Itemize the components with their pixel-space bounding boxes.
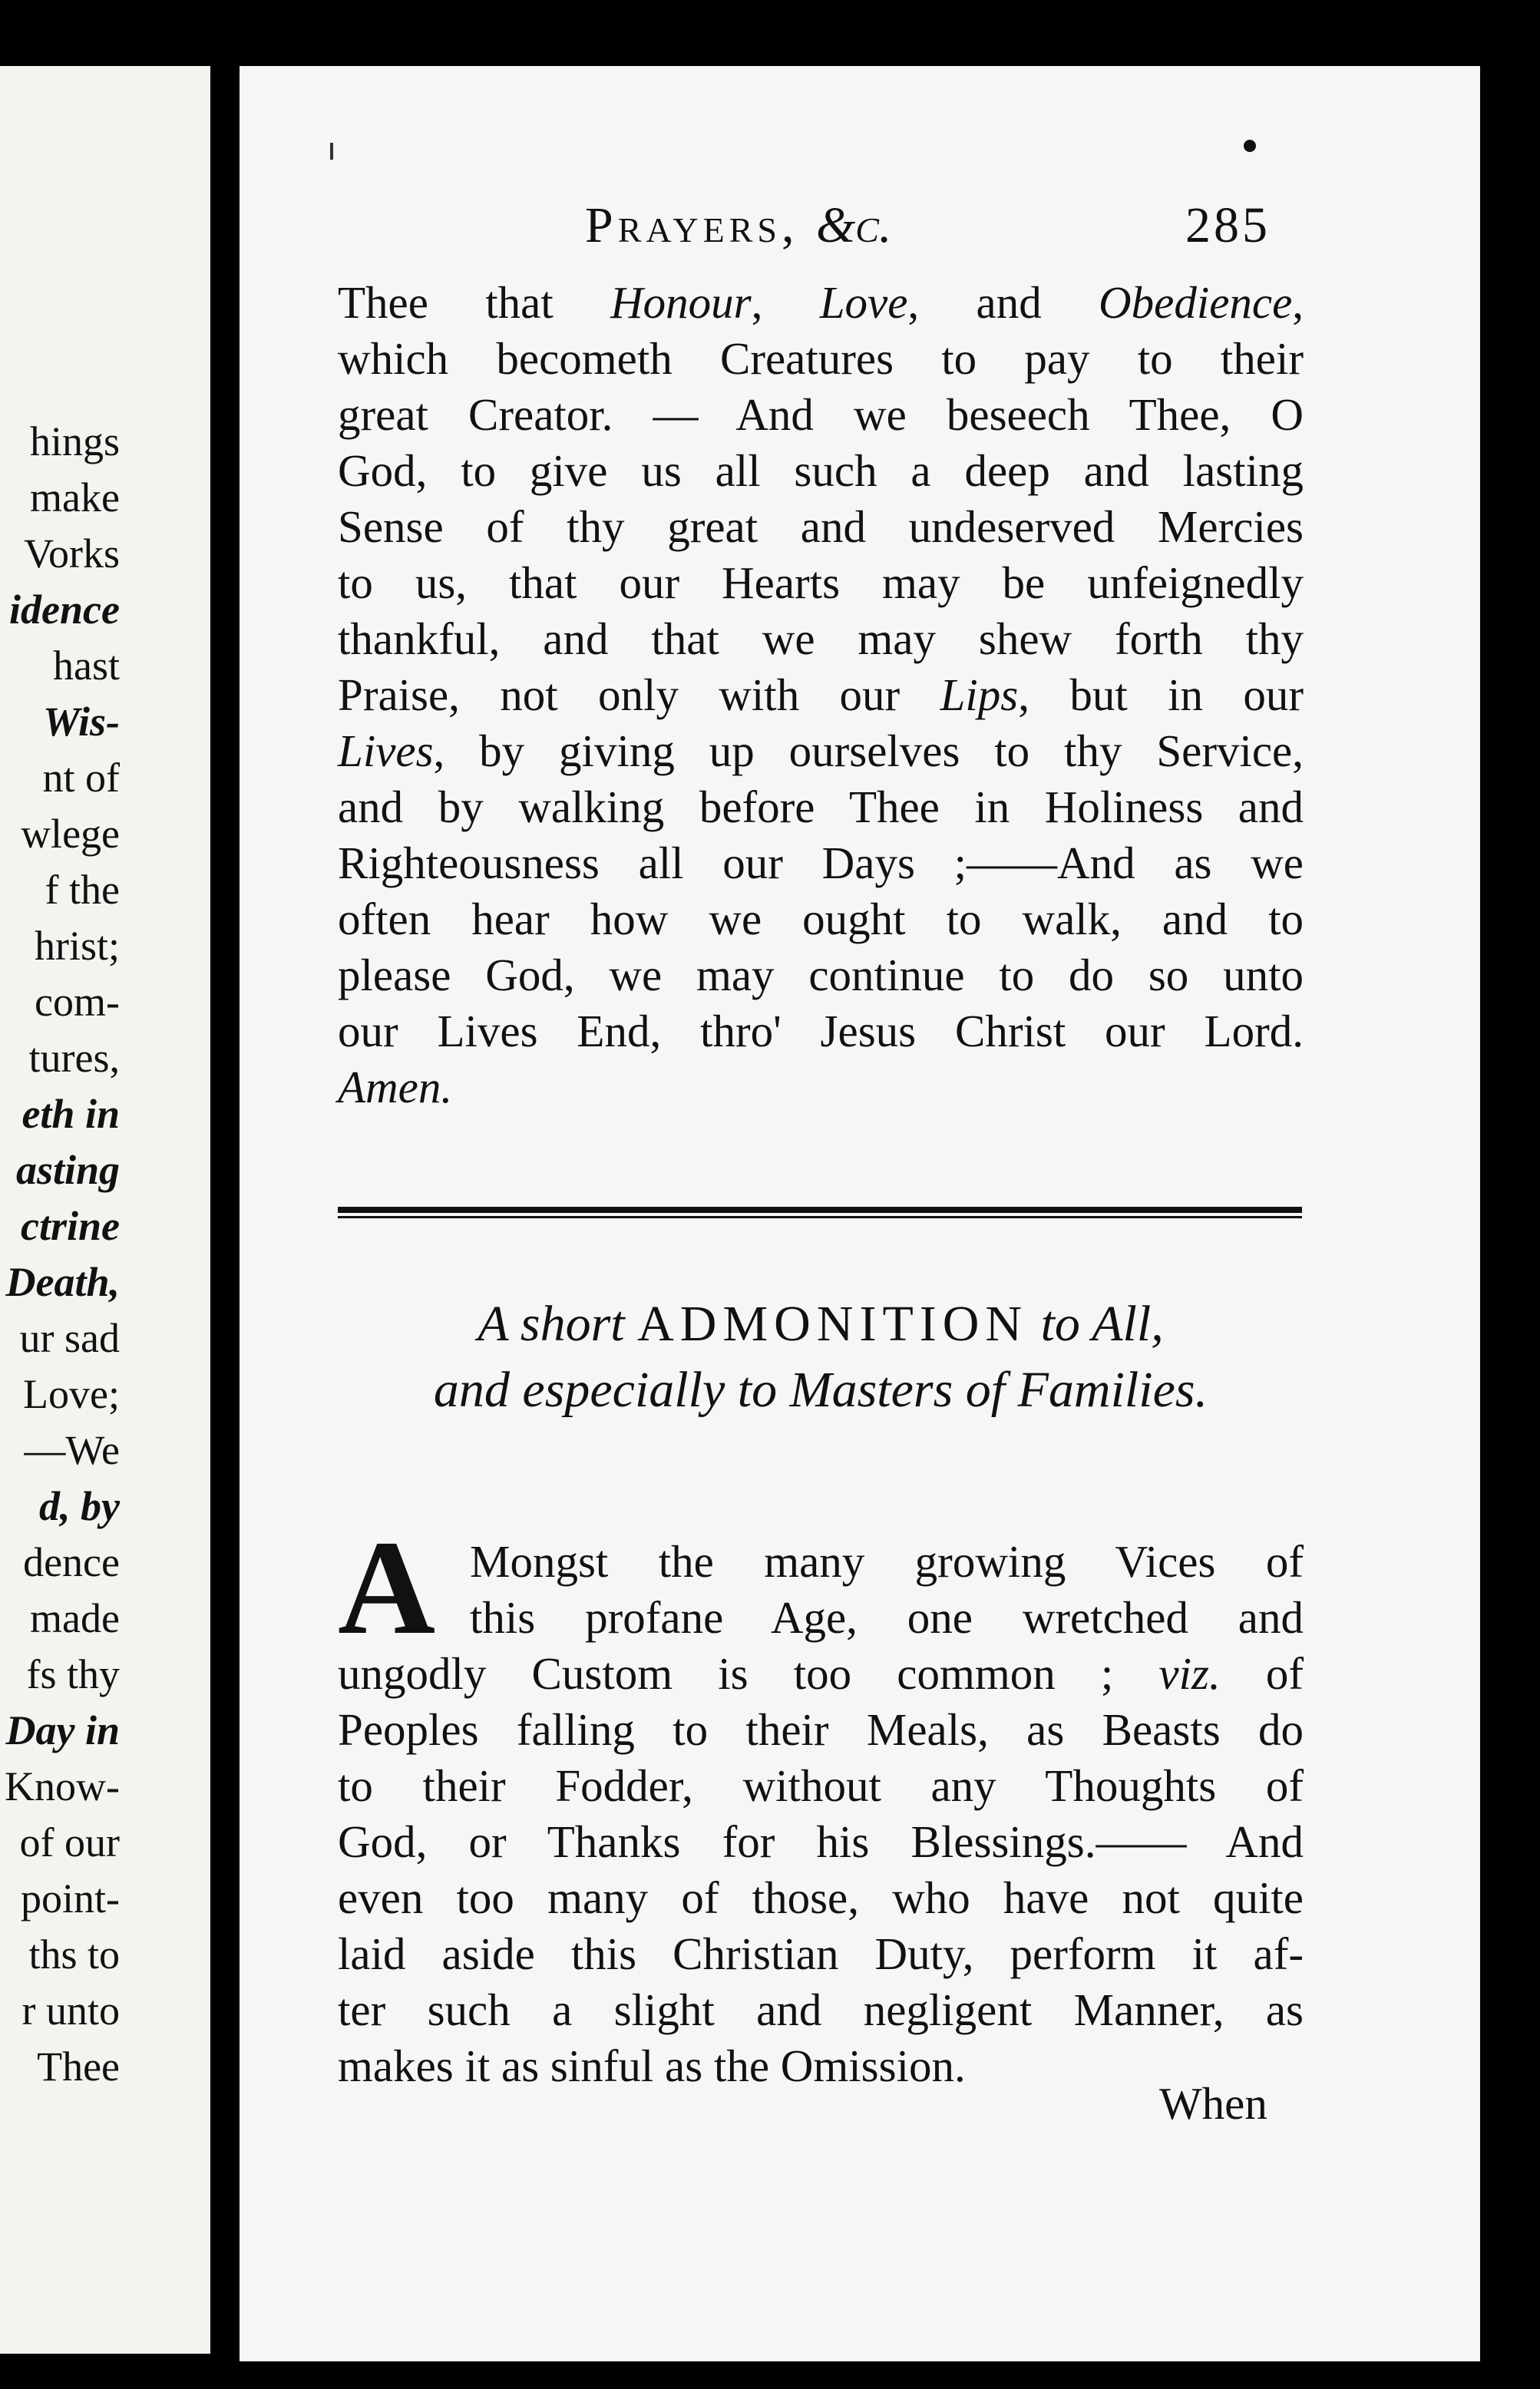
text-run: ter such a slight and negligent Manner, as	[338, 1984, 1304, 2035]
facing-page-line: ctrine	[21, 1203, 120, 1249]
facing-page-line: nt of	[42, 755, 120, 801]
text-run: Righteousness all our Days ;——And as we	[338, 838, 1304, 888]
text-run: Sense of thy great and undeserved Mercies	[338, 501, 1304, 552]
facing-page-line: idence	[9, 587, 120, 633]
facing-page-line: com-	[35, 979, 120, 1025]
text-line	[338, 1702, 1304, 1758]
section-title-part-b: ADMONITION	[637, 1296, 1029, 1352]
text-line	[338, 779, 1304, 835]
facing-page-line: hast	[53, 643, 120, 689]
text-run: Peoples falling to their Meals, as Beasts do	[338, 1704, 1304, 1755]
text-line	[338, 947, 1304, 1003]
text-run: our Lives End, thro' Jesus Christ our Lord.	[338, 1006, 1304, 1056]
facing-page-line: —We	[24, 1427, 120, 1473]
text-run: even too many of those, who have not quite	[338, 1872, 1304, 1923]
facing-page-line: point-	[21, 1875, 120, 1921]
text-run: of	[1220, 1648, 1304, 1699]
facing-page-line: ur sad	[19, 1315, 120, 1361]
page-number: 285	[1185, 197, 1271, 253]
text-line	[338, 1926, 1304, 1982]
text-run: thankful, and that we may shew forth thy	[338, 613, 1304, 664]
facing-page-fragment	[0, 66, 210, 2354]
text-run: laid aside this Christian Duty, perform it af-	[338, 1928, 1304, 1979]
facing-page-line: make	[30, 474, 120, 520]
facing-page-line: asting	[15, 1147, 120, 1193]
ink-mark	[330, 143, 333, 160]
text-line	[338, 667, 1304, 723]
text-run: to their Fodder, without any Thoughts of	[338, 1760, 1304, 1811]
text-line	[338, 1059, 1304, 1115]
text-line	[338, 1982, 1304, 2038]
catchword: When	[1159, 2078, 1267, 2129]
text-run: viz.	[1158, 1648, 1221, 1699]
facing-page-line: tures,	[28, 1035, 120, 1081]
text-run: please God, we may continue to do so unto	[338, 950, 1304, 1000]
facing-page-line: f the	[45, 867, 120, 913]
facing-page-line: Know-	[5, 1763, 120, 1809]
text-run: ,	[751, 277, 820, 328]
admonition-text	[338, 1534, 1304, 2094]
text-run: and by walking before Thee in Holiness and	[338, 781, 1304, 832]
facing-page-line: d, by	[39, 1483, 120, 1529]
running-title	[585, 197, 892, 255]
facing-page-line: Vorks	[23, 530, 120, 577]
section-title	[338, 1291, 1304, 1423]
facing-page-line: eth in	[21, 1091, 120, 1137]
section-title-line-1	[338, 1291, 1304, 1357]
facing-page-line: Wis-	[42, 699, 120, 745]
facing-page-line: Love;	[23, 1371, 120, 1417]
text-line	[338, 387, 1304, 443]
facing-page-line: ths to	[28, 1931, 120, 1978]
text-run: Amen.	[338, 1062, 453, 1112]
text-run: ,	[1292, 277, 1304, 328]
text-run: which becometh Creatures to pay to their	[338, 333, 1304, 384]
text-run: , and	[907, 277, 1099, 328]
text-run: makes it as sinful as the Omission.	[338, 2040, 966, 2091]
text-run: Love	[819, 277, 908, 328]
section-rule-thin	[338, 1216, 1302, 1218]
section-title-part-a: A short	[478, 1296, 625, 1352]
text-run: , by giving up ourselves to thy Service,	[433, 725, 1304, 776]
text-run: to us, that our Hearts may be unfeignedly	[338, 557, 1304, 608]
text-line	[338, 891, 1304, 947]
facing-page-line: Death,	[5, 1259, 120, 1305]
facing-page-line: dence	[23, 1539, 120, 1585]
prayer-text	[338, 275, 1304, 1115]
text-line	[338, 835, 1304, 891]
facing-page-line: hrist;	[34, 923, 120, 969]
drop-cap: A	[338, 1513, 436, 1663]
text-line	[338, 1870, 1304, 1926]
text-line	[338, 275, 1304, 331]
text-run: God, to give us all such a deep and lasting	[338, 445, 1304, 496]
text-line	[338, 331, 1304, 387]
text-line	[338, 611, 1304, 667]
text-line	[338, 1814, 1304, 1870]
running-title-text: Prayers,	[585, 197, 799, 253]
text-line	[338, 1534, 1304, 1590]
text-run: Thee that	[338, 277, 611, 328]
facing-page-line: Day in	[5, 1707, 120, 1753]
text-line	[338, 723, 1304, 779]
facing-page-line: of our	[19, 1819, 120, 1865]
section-title-part-c: to All,	[1040, 1296, 1164, 1352]
text-run: this profane Age, one wretched and	[470, 1592, 1304, 1643]
text-line	[338, 1758, 1304, 1814]
facing-page-line: hings	[29, 418, 120, 464]
text-run: Lives	[338, 725, 434, 776]
facing-page-line: wlege	[21, 811, 120, 857]
text-line	[338, 443, 1304, 499]
text-run: Obedience	[1099, 277, 1293, 328]
running-title-etc: &c.	[815, 197, 892, 253]
section-rule	[338, 1207, 1302, 1213]
text-run: Praise, not only with our	[338, 669, 940, 720]
text-line	[338, 499, 1304, 555]
section-title-line-2: and especially to Masters of Families.	[433, 1362, 1208, 1418]
facing-page-line: r unto	[21, 1988, 120, 2034]
facing-page-line: made	[30, 1595, 120, 1641]
text-run: often hear how we ought to walk, and to	[338, 894, 1304, 944]
book-page	[240, 66, 1480, 2361]
text-run: God, or Thanks for his Blessings.—— And	[338, 1816, 1304, 1867]
text-line	[338, 1646, 1304, 1702]
text-run: Mongst the many growing Vices of	[470, 1536, 1304, 1587]
facing-page-line: Thee	[37, 2044, 120, 2090]
ink-dot	[1244, 140, 1256, 152]
text-line	[338, 1003, 1304, 1059]
text-run: Lips	[940, 669, 1019, 720]
text-line	[338, 555, 1304, 611]
text-run: ungodly Custom is too common ;	[338, 1648, 1159, 1699]
text-run: great Creator. — And we beseech Thee, O	[338, 389, 1304, 440]
facing-page-line: fs thy	[26, 1651, 120, 1697]
text-run: Honour	[610, 277, 752, 328]
text-run: , but in our	[1018, 669, 1304, 720]
text-line	[338, 1590, 1304, 1646]
